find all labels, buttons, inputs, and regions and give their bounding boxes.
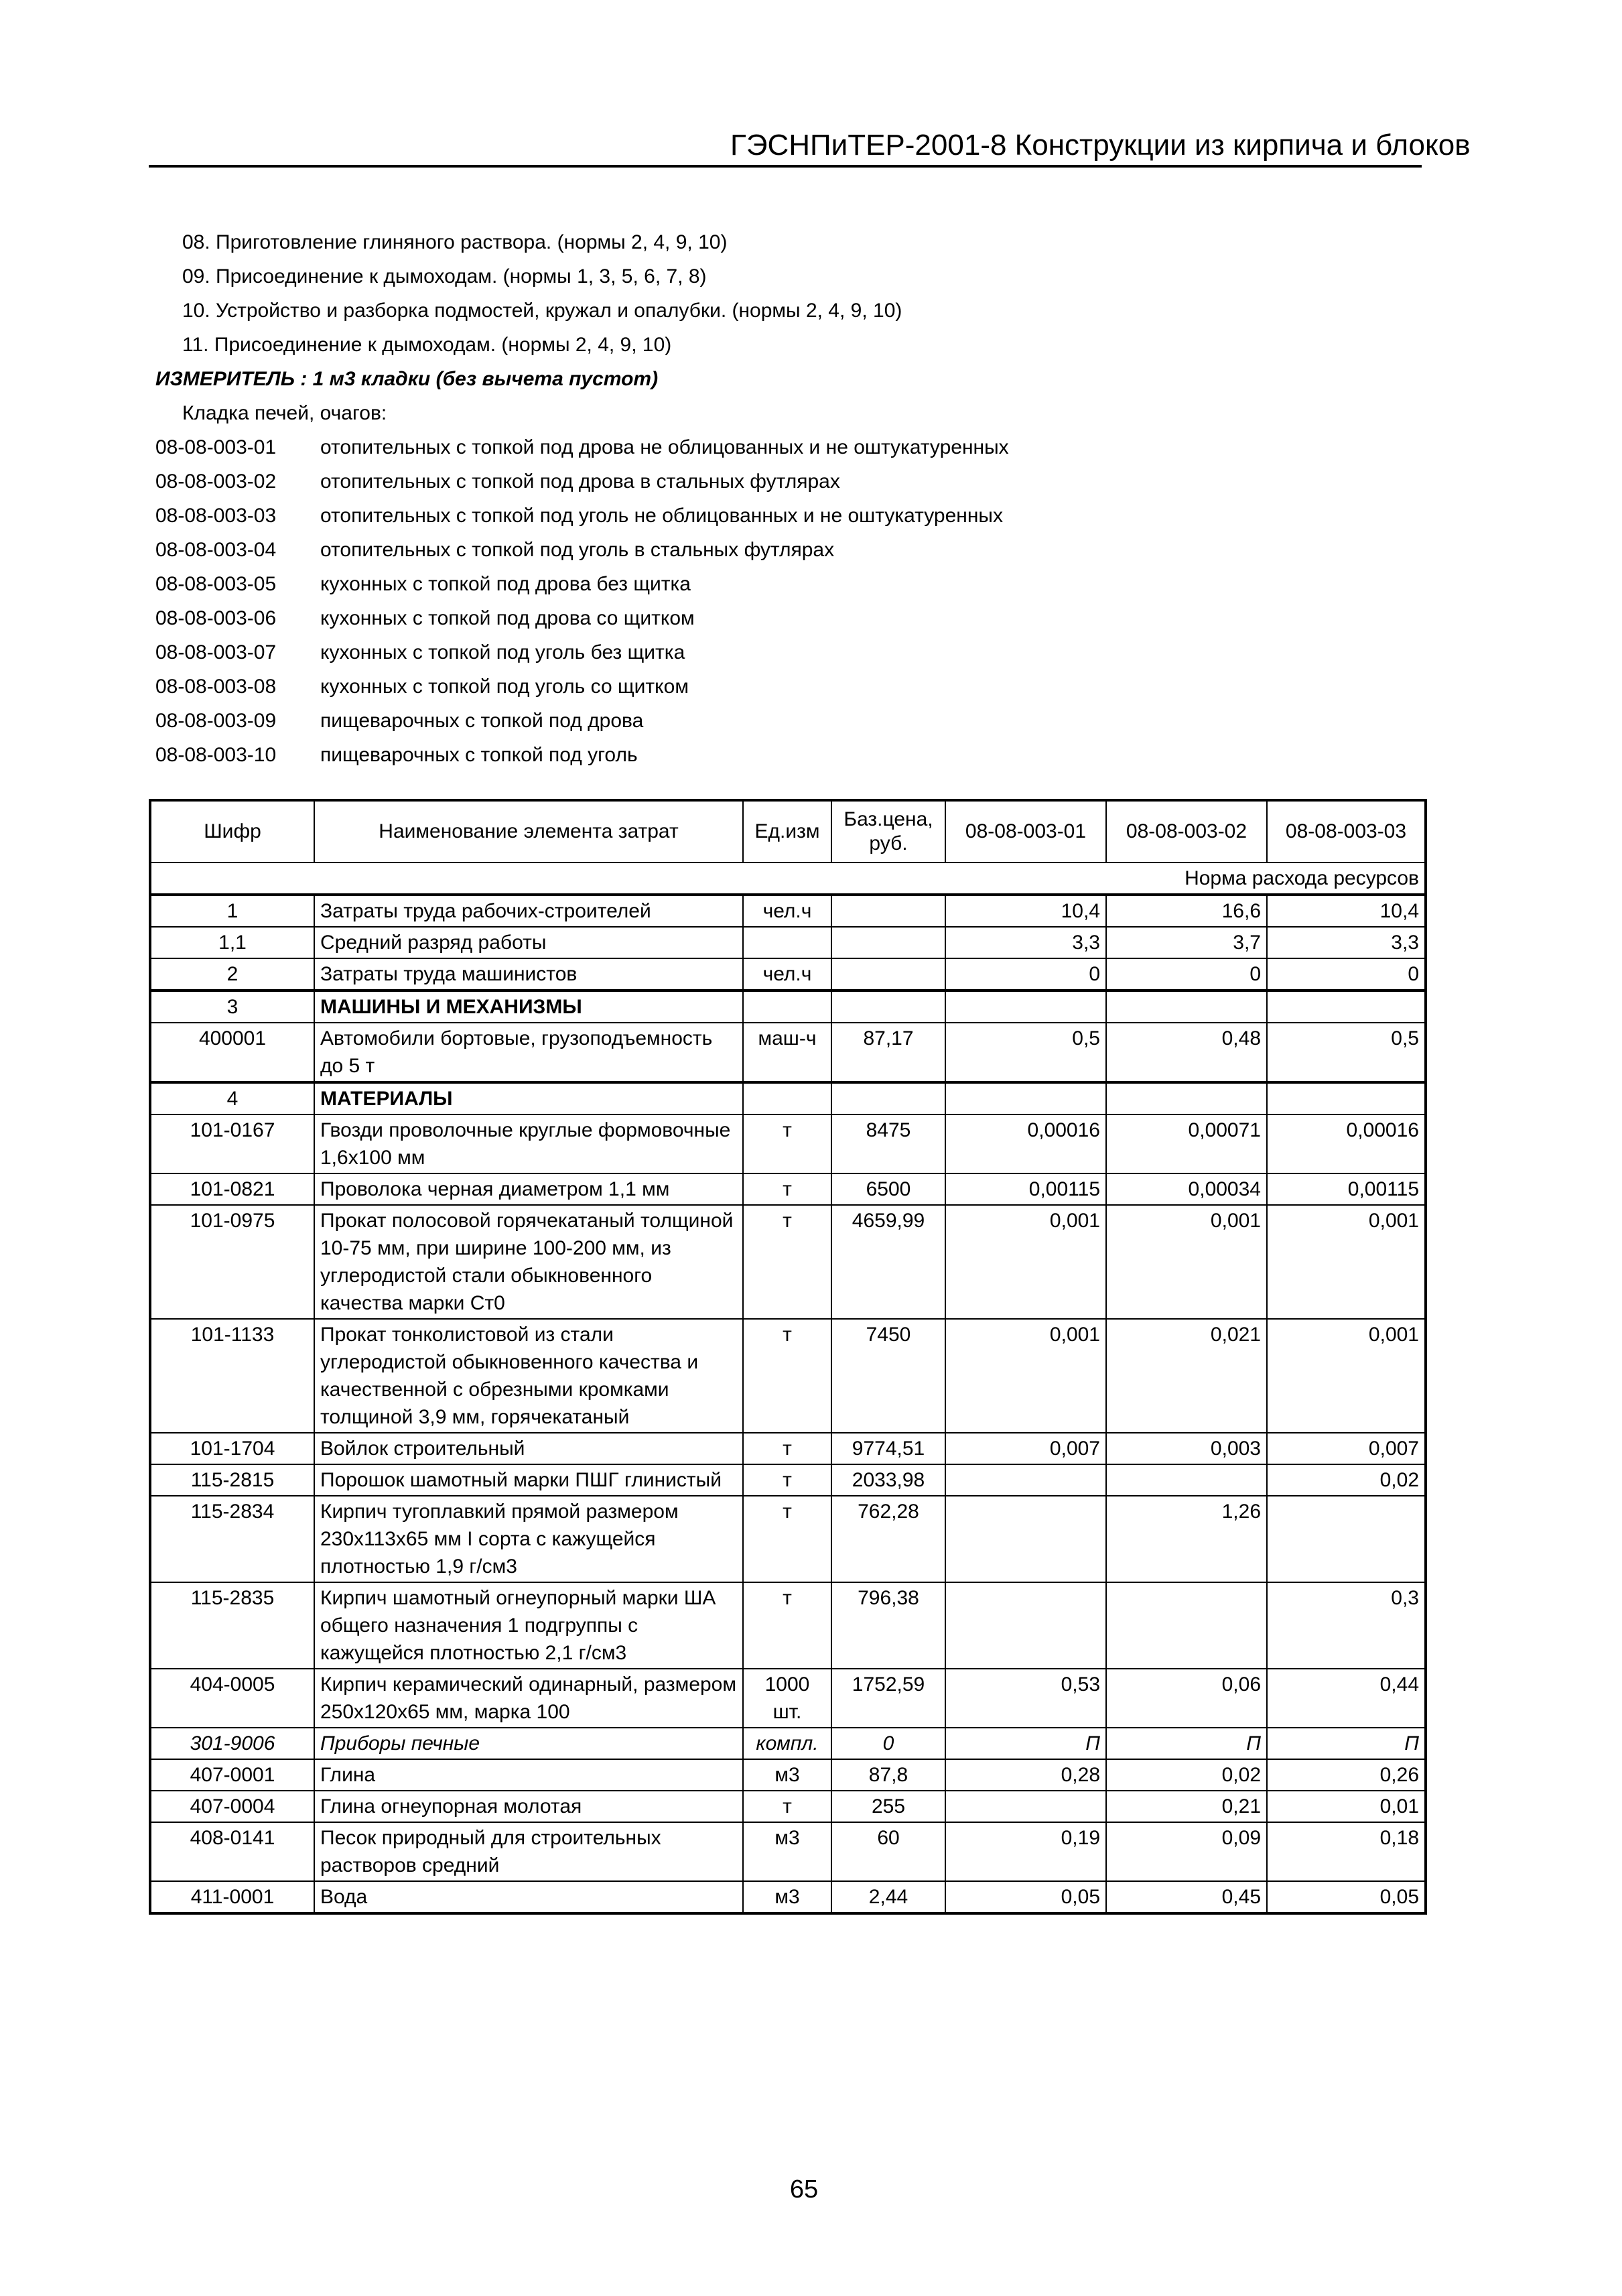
table-row — [150, 1464, 1426, 1496]
row-norm-1: 0,28 — [945, 1759, 1106, 1791]
row-norm-2: 3,7 — [1106, 927, 1267, 958]
row-norm-2: 0 — [1106, 958, 1267, 991]
row-unit: чел.ч — [743, 895, 831, 927]
header-name: Наименование элемента затрат — [314, 800, 743, 863]
row-norm-1 — [945, 1582, 1106, 1669]
row-name: Затраты труда рабочих-строителей — [314, 895, 743, 927]
norm-description: пищеварочных с топкой под уголь — [320, 744, 638, 766]
row-norm-3: 0,05 — [1267, 1881, 1426, 1913]
row-norm-1: П — [945, 1728, 1106, 1759]
table-row — [150, 1319, 1426, 1433]
row-code: 101-0975 — [150, 1205, 314, 1319]
header-divider — [149, 165, 1422, 168]
work-item: 08. Приготовление глиняного раствора. (нормы 2, 4, 9, 10) — [182, 231, 728, 253]
row-price — [831, 927, 945, 958]
row-name: Кирпич шамотный огнеупорный марки ША общего назначения 1 подгруппы с кажущейся плотностью 2,1 г/см3 — [314, 1582, 743, 1669]
row-norm-2: П — [1106, 1728, 1267, 1759]
row-code: 3 — [150, 991, 314, 1023]
header-norm-1: 08-08-003-01 — [945, 800, 1106, 863]
row-norm-3: 10,4 — [1267, 895, 1426, 927]
row-norm-1 — [945, 1464, 1106, 1496]
row-norm-3: 0 — [1267, 958, 1426, 991]
row-norm-1: 0,001 — [945, 1205, 1106, 1319]
row-price: 87,17 — [831, 1023, 945, 1082]
table-row — [150, 1881, 1426, 1913]
norm-description: кухонных с топкой под уголь без щитка — [320, 641, 685, 663]
row-name: Глина огнеупорная молотая — [314, 1791, 743, 1822]
row-price: 2,44 — [831, 1881, 945, 1913]
row-code: 115-2815 — [150, 1464, 314, 1496]
row-norm-2: 0,00034 — [1106, 1173, 1267, 1205]
row-code: 101-1704 — [150, 1433, 314, 1464]
row-norm-2 — [1106, 991, 1267, 1023]
row-norm-3: 0,001 — [1267, 1205, 1426, 1319]
row-code: 4 — [150, 1082, 314, 1114]
row-code: 1,1 — [150, 927, 314, 958]
row-norm-2: 0,48 — [1106, 1023, 1267, 1082]
page-header-title: ГЭСНПиТЕР-2001-8 Конструкции из кирпича и блоков — [730, 129, 1471, 162]
table-row — [150, 1582, 1426, 1669]
norm-description: отопительных с топкой под дрова не облицованных и не оштукатуренных — [320, 436, 1009, 458]
table-row — [150, 1114, 1426, 1173]
row-norm-1: 0,001 — [945, 1319, 1106, 1433]
row-norm-2: 0,06 — [1106, 1669, 1267, 1728]
norm-description: отопительных с топкой под уголь в стальных футлярах — [320, 539, 835, 561]
row-norm-2: 0,003 — [1106, 1433, 1267, 1464]
table-row — [150, 1822, 1426, 1881]
row-code: 301-9006 — [150, 1728, 314, 1759]
group-title: Кладка печей, очагов: — [182, 402, 387, 424]
row-norm-1: 10,4 — [945, 895, 1106, 927]
row-name: Вода — [314, 1881, 743, 1913]
work-item: 11. Присоединение к дымоходам. (нормы 2, 4, 9, 10) — [182, 334, 672, 356]
row-name: Приборы печные — [314, 1728, 743, 1759]
row-price: 87,8 — [831, 1759, 945, 1791]
row-norm-2: 1,26 — [1106, 1496, 1267, 1582]
row-code: 408-0141 — [150, 1822, 314, 1881]
row-price — [831, 958, 945, 991]
row-code: 411-0001 — [150, 1881, 314, 1913]
row-price — [831, 1082, 945, 1114]
row-unit: т — [743, 1464, 831, 1496]
row-name: Автомобили бортовые, грузоподъемность до 5 т — [314, 1023, 743, 1082]
row-name: Кирпич керамический одинарный, размером 250х120х65 мм, марка 100 — [314, 1669, 743, 1728]
resource-norms-table — [149, 799, 1427, 1915]
row-norm-2: 0,021 — [1106, 1319, 1267, 1433]
row-code: 2 — [150, 958, 314, 991]
row-unit: т — [743, 1173, 831, 1205]
row-norm-1: 0,05 — [945, 1881, 1106, 1913]
row-name: Кирпич тугоплавкий прямой размером 230х113х65 мм I сорта с кажущейся плотностью 1,9 г/см3 — [314, 1496, 743, 1582]
row-name: Гвозди проволочные круглые формовочные 1,6х100 мм — [314, 1114, 743, 1173]
norm-description: кухонных с топкой под уголь со щитком — [320, 676, 689, 698]
row-name: Песок природный для строительных растворов средний — [314, 1822, 743, 1881]
row-name: Проволока черная диаметром 1,1 мм — [314, 1173, 743, 1205]
row-price: 4659,99 — [831, 1205, 945, 1319]
norm-description: отопительных с топкой под дрова в стальных футлярах — [320, 470, 840, 493]
table-row — [150, 1173, 1426, 1205]
row-code: 101-0821 — [150, 1173, 314, 1205]
table-row — [150, 1082, 1426, 1114]
row-unit: т — [743, 1582, 831, 1669]
norm-code: 08-08-003-05 — [155, 573, 277, 595]
row-unit: т — [743, 1114, 831, 1173]
norm-description: пищеварочных с топкой под дрова — [320, 710, 644, 732]
row-unit: т — [743, 1319, 831, 1433]
row-norm-3: 0,44 — [1267, 1669, 1426, 1728]
row-norm-1: 0,53 — [945, 1669, 1106, 1728]
table-row — [150, 1205, 1426, 1319]
row-norm-2: 0,09 — [1106, 1822, 1267, 1881]
header-code: Шифр — [150, 800, 314, 863]
row-norm-1: 0,007 — [945, 1433, 1106, 1464]
row-unit: 1000 шт. — [743, 1669, 831, 1728]
row-code: 407-0001 — [150, 1759, 314, 1791]
row-unit: т — [743, 1791, 831, 1822]
header-unit: Ед.изм — [743, 800, 831, 863]
table-row — [150, 1496, 1426, 1582]
row-norm-3: 0,001 — [1267, 1319, 1426, 1433]
table-row — [150, 1023, 1426, 1082]
row-price: 7450 — [831, 1319, 945, 1433]
row-code: 400001 — [150, 1023, 314, 1082]
row-unit: компл. — [743, 1728, 831, 1759]
table-row — [150, 927, 1426, 958]
norm-caption: Норма расхода ресурсов — [150, 863, 1426, 895]
row-unit: м3 — [743, 1759, 831, 1791]
row-price: 8475 — [831, 1114, 945, 1173]
row-name: МАШИНЫ И МЕХАНИЗМЫ — [314, 991, 743, 1023]
work-item: 09. Присоединение к дымоходам. (нормы 1, 3, 5, 6, 7, 8) — [182, 265, 707, 288]
row-unit: т — [743, 1496, 831, 1582]
row-norm-1: 3,3 — [945, 927, 1106, 958]
table-row — [150, 1433, 1426, 1464]
row-name: МАТЕРИАЛЫ — [314, 1082, 743, 1114]
row-price: 60 — [831, 1822, 945, 1881]
row-price: 762,28 — [831, 1496, 945, 1582]
row-norm-3 — [1267, 1496, 1426, 1582]
row-price — [831, 895, 945, 927]
row-norm-2 — [1106, 1082, 1267, 1114]
page-number: 65 — [789, 2175, 819, 2204]
row-norm-2: 0,45 — [1106, 1881, 1267, 1913]
row-norm-3: 3,3 — [1267, 927, 1426, 958]
row-norm-3: 0,18 — [1267, 1822, 1426, 1881]
row-price: 0 — [831, 1728, 945, 1759]
row-norm-1 — [945, 1791, 1106, 1822]
norm-description: кухонных с топкой под дрова со щитком — [320, 607, 695, 629]
row-norm-1: 0,00016 — [945, 1114, 1106, 1173]
row-unit: т — [743, 1433, 831, 1464]
table-row — [150, 1669, 1426, 1728]
row-norm-1 — [945, 1496, 1106, 1582]
row-code: 101-1133 — [150, 1319, 314, 1433]
row-unit: маш-ч — [743, 1023, 831, 1082]
row-name: Глина — [314, 1759, 743, 1791]
row-norm-3: 0,26 — [1267, 1759, 1426, 1791]
row-price: 1752,59 — [831, 1669, 945, 1728]
row-code: 1 — [150, 895, 314, 927]
row-name: Средний разряд работы — [314, 927, 743, 958]
norm-code: 08-08-003-07 — [155, 641, 277, 663]
norm-code: 08-08-003-10 — [155, 744, 277, 766]
row-code: 115-2835 — [150, 1582, 314, 1669]
row-norm-3: 0,00115 — [1267, 1173, 1426, 1205]
row-price — [831, 991, 945, 1023]
row-name: Порошок шамотный марки ПШГ глинистый — [314, 1464, 743, 1496]
row-name: Затраты труда машинистов — [314, 958, 743, 991]
row-norm-2 — [1106, 1582, 1267, 1669]
table-header-row — [150, 800, 1426, 863]
row-unit — [743, 1082, 831, 1114]
row-code: 101-0167 — [150, 1114, 314, 1173]
norm-code: 08-08-003-04 — [155, 539, 277, 561]
row-norm-1: 0,5 — [945, 1023, 1106, 1082]
norm-description: кухонных с топкой под дрова без щитка — [320, 573, 691, 595]
norm-code: 08-08-003-09 — [155, 710, 277, 732]
header-norm-3: 08-08-003-03 — [1267, 800, 1426, 863]
norm-caption-row — [150, 863, 1426, 895]
row-norm-1: 0 — [945, 958, 1106, 991]
row-name: Прокат тонколистовой из стали углеродистой обыкновенного качества и качественной с обрезными кромками толщиной 3,9 мм, горячекатаный — [314, 1319, 743, 1433]
row-price: 2033,98 — [831, 1464, 945, 1496]
norm-code: 08-08-003-01 — [155, 436, 277, 458]
row-code: 115-2834 — [150, 1496, 314, 1582]
norm-code: 08-08-003-06 — [155, 607, 277, 629]
row-price: 6500 — [831, 1173, 945, 1205]
row-norm-2: 0,00071 — [1106, 1114, 1267, 1173]
row-norm-3: 0,01 — [1267, 1791, 1426, 1822]
row-norm-1: 0,19 — [945, 1822, 1106, 1881]
row-name: Войлок строительный — [314, 1433, 743, 1464]
table-row — [150, 991, 1426, 1023]
row-norm-2 — [1106, 1464, 1267, 1496]
row-unit: м3 — [743, 1881, 831, 1913]
row-norm-2: 0,21 — [1106, 1791, 1267, 1822]
header-norm-2: 08-08-003-02 — [1106, 800, 1267, 863]
row-price: 255 — [831, 1791, 945, 1822]
row-norm-1 — [945, 1082, 1106, 1114]
row-norm-3: П — [1267, 1728, 1426, 1759]
row-norm-2: 0,001 — [1106, 1205, 1267, 1319]
row-norm-3 — [1267, 1082, 1426, 1114]
table-body — [150, 895, 1426, 1913]
table-row — [150, 1759, 1426, 1791]
norm-code: 08-08-003-08 — [155, 676, 277, 698]
table-row — [150, 1791, 1426, 1822]
row-price: 796,38 — [831, 1582, 945, 1669]
row-norm-3: 0,007 — [1267, 1433, 1426, 1464]
row-norm-3 — [1267, 991, 1426, 1023]
row-name: Прокат полосовой горячекатаный толщиной 10-75 мм, при ширине 100-200 мм, из углеродистой стали обыкновенного качества марки Ст0 — [314, 1205, 743, 1319]
row-norm-3: 0,02 — [1267, 1464, 1426, 1496]
row-norm-3: 0,3 — [1267, 1582, 1426, 1669]
row-norm-1 — [945, 991, 1106, 1023]
row-norm-2: 0,02 — [1106, 1759, 1267, 1791]
row-code: 407-0004 — [150, 1791, 314, 1822]
norm-code: 08-08-003-02 — [155, 470, 277, 493]
work-item: 10. Устройство и разборка подмостей, кружал и опалубки. (нормы 2, 4, 9, 10) — [182, 300, 902, 322]
measure-unit-line: ИЗМЕРИТЕЛЬ : 1 м3 кладки (без вычета пустот) — [155, 368, 659, 390]
table-row — [150, 1728, 1426, 1759]
row-norm-3: 0,5 — [1267, 1023, 1426, 1082]
table-row — [150, 958, 1426, 991]
row-price: 9774,51 — [831, 1433, 945, 1464]
norm-code: 08-08-003-03 — [155, 505, 277, 527]
header-price: Баз.цена, руб. — [831, 800, 945, 863]
row-unit: м3 — [743, 1822, 831, 1881]
row-unit — [743, 991, 831, 1023]
row-unit — [743, 927, 831, 958]
row-unit: т — [743, 1205, 831, 1319]
table-row — [150, 895, 1426, 927]
row-code: 404-0005 — [150, 1669, 314, 1728]
row-norm-1: 0,00115 — [945, 1173, 1106, 1205]
row-norm-2: 16,6 — [1106, 895, 1267, 927]
norm-description: отопительных с топкой под уголь не облицованных и не оштукатуренных — [320, 505, 1003, 527]
row-norm-3: 0,00016 — [1267, 1114, 1426, 1173]
row-unit: чел.ч — [743, 958, 831, 991]
